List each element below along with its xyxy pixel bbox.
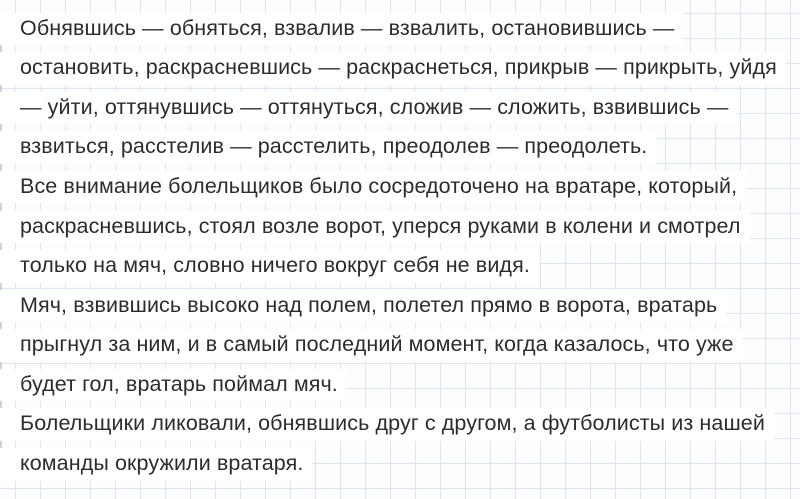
text-content — [0, 9, 800, 484]
text-line — [0, 167, 800, 207]
text-line-text: команды окружили вратаря. — [0, 448, 312, 481]
text-line-text: Мяч, взвившись высоко над полем, полетел прямо в ворота, вратарь — [0, 290, 726, 323]
text-line — [0, 247, 800, 287]
text-line — [0, 128, 800, 168]
text-line — [0, 88, 800, 128]
text-line-text: только на мяч, словно ничего вокруг себя не видя. — [0, 250, 539, 283]
text-line — [0, 49, 800, 89]
text-line-text: — уйти, оттянувшись — оттянуться, сложив — сложить, взвившись — — [0, 92, 737, 125]
text-line-text: раскрасневшись, стоял возле ворот, уперся руками в колени и смотрел — [0, 211, 750, 244]
text-line — [0, 365, 800, 405]
text-line-text: Болельщики ликовали, обнявшись друг с другом, а футболисты из нашей — [0, 408, 774, 441]
text-line — [0, 207, 800, 247]
text-line-text: Все внимание болельщиков было сосредоточено на вратаре, который, — [0, 171, 746, 204]
text-line-text: остановить, раскрасневшись — раскраснеться, прикрыв — прикрыть, уйдя — [0, 52, 786, 85]
text-line — [0, 445, 800, 485]
text-line — [0, 286, 800, 326]
text-line-text: взвиться, расстелив — расстелить, преодолев — преодолеть. — [0, 131, 656, 164]
text-line-text: прыгнул за ним, и в самый последний момент, когда казалось, что уже — [0, 329, 743, 362]
text-line-text: будет гол, вратарь поймал мяч. — [0, 369, 347, 402]
text-line — [0, 9, 800, 49]
text-line — [0, 326, 800, 366]
text-line-text: Обнявшись — обняться, взвалив — взвалить, остановившись — — [0, 13, 683, 46]
text-line — [0, 405, 800, 445]
